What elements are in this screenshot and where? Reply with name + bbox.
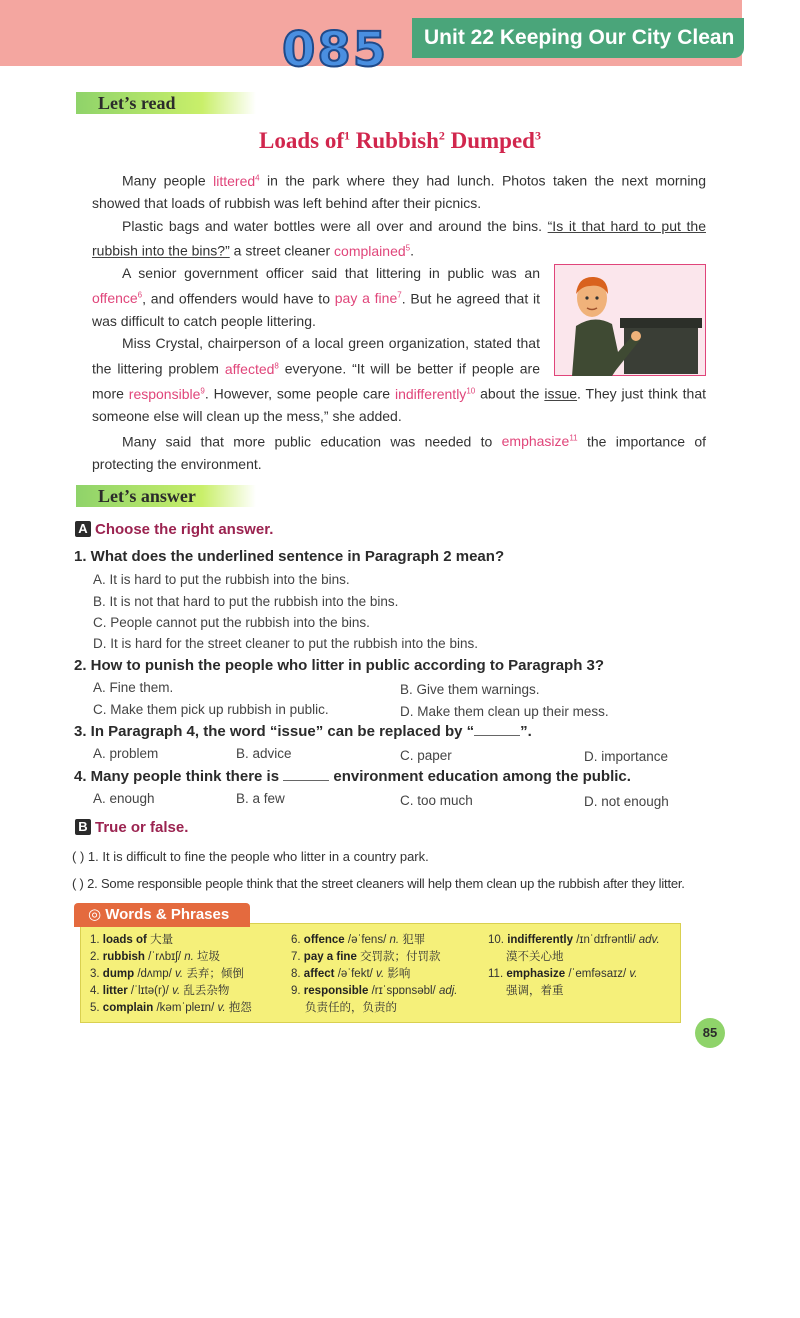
q3-blank	[474, 723, 520, 736]
tf-item-2: ( ) 2. Some responsible people think that the street cleaners will help them clean up the rubbish after they litter.	[72, 876, 685, 891]
paragraph-4: Miss Crystal, chairperson of a local green organization, stated that the littering problem affected$^8$ everyone. “It will be better if people are more responsible$^9$. However, some people care indifferently$^{10}$ about the issue. They just think that someone else will clean up the mess,” she added.	[92, 335, 706, 425]
q3-option-c[interactable]: C. paper	[400, 748, 452, 763]
words-phrases-tab: ◎ Words & Phrases	[74, 903, 250, 927]
q4-option-b[interactable]: B. a few	[236, 791, 285, 806]
tf-item-1: ( ) 1. It is difficult to fine the people who litter in a country park.	[72, 849, 429, 864]
word-item-11: 11. emphasize /ˈemfəsaɪz/ v. 强调，着重	[488, 968, 638, 997]
word-item-3: 3. dump /dʌmp/ v. 丢弃；倾倒	[90, 968, 244, 980]
q3-option-a[interactable]: A. problem	[93, 746, 159, 761]
article-body	[92, 167, 706, 475]
section-b-badge: B	[75, 819, 91, 835]
word-item-8: 8. affect /əˈfekt/ v. 影响	[291, 968, 411, 980]
q2-option-c[interactable]: C. Make them pick up rubbish in public.	[93, 702, 329, 717]
lets-answer-tab: Let’s answer	[76, 485, 256, 507]
q4-option-d[interactable]: D. not enough	[584, 794, 669, 809]
q4-blank	[283, 768, 329, 781]
words-column-2	[291, 932, 486, 1017]
lets-read-tab: Let’s read	[76, 92, 256, 114]
question-4: 4. Many people think there is environment education among the public.	[74, 768, 631, 785]
word-item-10: 10. indifferently /ɪnˈdɪfrəntli/ adv. 漠不关心地	[488, 934, 660, 963]
q3-option-d[interactable]: D. importance	[584, 749, 669, 764]
q1-option-b[interactable]: B. It is not that hard to put the rubbish into the bins.	[93, 594, 399, 609]
underlined-sentence: “Is it that hard to put the rubbish into the bins?”	[92, 217, 706, 259]
lesson-number: 085	[282, 22, 389, 78]
article-title: Loads $of^1$ Rubbish$^2$ Dumped$^3$	[259, 128, 541, 153]
word-item-4: 4. litter /ˈlɪtə(r)/ v. 乱丢杂物	[90, 985, 230, 997]
word-item-9: 9. responsible /rɪˈspɒnsəbl/ adj. 负责任的，负责的	[291, 985, 458, 1014]
section-b-heading: B True or false.	[75, 819, 188, 836]
page-number: 85	[695, 1018, 725, 1048]
words-column-3	[488, 932, 678, 1000]
q1-option-a[interactable]: A. It is hard to put the rubbish into the bins.	[93, 572, 350, 587]
word-item-6: 6. offence /əˈfens/ n. 犯罪	[291, 934, 426, 946]
q4-option-c[interactable]: C. too much	[400, 793, 473, 808]
q1-option-c[interactable]: C. People cannot put the rubbish into the bins.	[93, 615, 370, 630]
paragraph-2: Plastic bags and water bottles were all over and around the bins. “Is it that hard to put the rubbish into the bins?” a street cleaner complained$^5$.	[92, 217, 706, 259]
tf-2-answer-box[interactable]: ( )	[72, 876, 84, 891]
question-1: 1. What does the underlined sentence in Paragraph 2 mean?	[74, 548, 505, 565]
street-cleaner-illustration	[554, 264, 706, 376]
section-a-badge: A	[75, 521, 91, 537]
underlined-word-issue: issue	[544, 385, 578, 402]
q2-option-b[interactable]: B. Give them warnings.	[400, 682, 540, 697]
q2-option-a[interactable]: A. Fine them.	[93, 680, 174, 695]
paragraph-5: Many said that more public education was needed to emphasize$^{11}$ the importance of protecting the environment.	[92, 433, 706, 472]
paragraph-1: Many people littered$^4$ in the park where they had lunch. Photos taken the next morning showed that loads of rubbish was left behind after their picnics.	[92, 172, 706, 212]
unit-title: Unit 22 Keeping Our City Clean	[412, 18, 744, 58]
question-3: 3. In Paragraph 4, the word “issue” can be replaced by “ ”.	[74, 723, 532, 740]
word-item-2: 2. rubbish /ˈrʌbɪʃ/ n. 垃圾	[90, 951, 221, 963]
paragraph-3: A senior government officer said that littering in public was an offence$^6$, and offenders would have to pay a fine$^7$. But he agreed that it was difficult to catch people littering.	[92, 265, 540, 329]
words-column-1	[90, 932, 290, 1017]
question-2: 2. How to punish the people who litter in public according to Paragraph 3?	[74, 657, 605, 674]
q1-option-d[interactable]: D. It is hard for the street cleaner to put the rubbish into the bins.	[93, 636, 478, 651]
section-a-heading: A Choose the right answer.	[75, 521, 273, 538]
word-item-7: 7. pay a fine 交罚款；付罚款	[291, 951, 441, 963]
word-item-1: 1. loads of 大量	[90, 934, 174, 946]
word-item-5: 5. complain /kəmˈpleɪn/ v. 抱怨	[90, 1002, 252, 1014]
tf-1-answer-box[interactable]: ( )	[72, 849, 85, 864]
q3-option-b[interactable]: B. advice	[236, 746, 292, 761]
q4-option-a[interactable]: A. enough	[93, 791, 155, 806]
q2-option-d[interactable]: D. Make them clean up their mess.	[400, 704, 609, 719]
